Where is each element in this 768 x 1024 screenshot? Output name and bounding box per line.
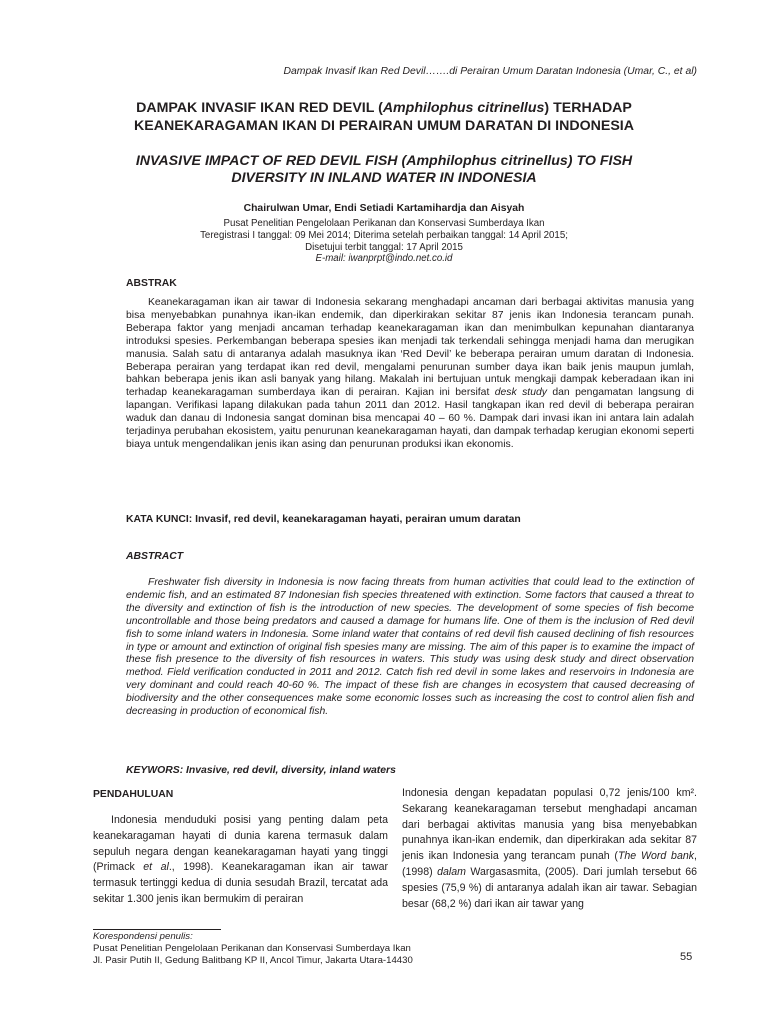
abstrak-heading: ABSTRAK [126, 278, 177, 289]
abstract-heading: ABSTRACT [126, 551, 184, 562]
abstrak-body [126, 297, 694, 452]
intro-right-b: , (1998) [402, 850, 697, 878]
page-number: 55 [680, 951, 693, 963]
footnote-rule [93, 929, 221, 930]
authors: Chairulwan Umar, Endi Setiadi Kartamihardja dan Aisyah [243, 203, 525, 214]
email: E-mail: iwanprpt@indo.net.co.id [315, 253, 453, 264]
approval-date: Disetujui terbit tanggal: 17 April 2015 [305, 242, 463, 253]
running-header: Dampak Invasif Ikan Red Devil…….di Perairan Umum Daratan Indonesia (Umar, C., et al) [283, 66, 697, 77]
intro-left-b: ., 1998). Keanekaragaman ikan air tawar termasuk tertinggi kedua di dunia sesudah Brazil, tercatat ada sekitar 1.300 jenis ikan bermukim di perairan [93, 861, 388, 905]
abstrak-body-a: Keanekaragaman ikan air tawar di Indonesia sekarang menghadapi ancaman dari berbagai aktivitas manusia yang bisa menyebabkan punahnya ikan-ikan endemik, dan diperkirakan sekitar 87 jenis ikan Indonesia terancam punah. Beberapa faktor yang menjadi ancaman terhadap keanekaragaman ikan dan menimbulkan kepunahan diantaranya introduksi spesies. Perkembangan beberapa spesies ikan menjadi tak terkendali sehingga menjadi hama dan merugikan manusia. Salah satu di antaranya adalah masuknya ikan ‘Red Devil’ ke beberapa perairan umum daratan di Indonesia. Beberapa perairan yang terdapat ikan red devil, mengalami penurunan sumber daya ikan baik jenis maupun jumlah, bahkan beberapa jenis ikan asli banyak yang hilang. Makalah ini bertujuan untuk mengkaji dampak keberadaan ikan ini terhadap keanekaragaman sumberdaya ikan di perairan. Kajian ini bersifat [126, 297, 694, 399]
title-id-part1: DAMPAK INVASIF IKAN RED DEVIL ( [136, 100, 383, 116]
intro-right-c: Wargasasmita, (2005). Dari jumlah tersebut 66 spesies (75,9 %) di antaranya adalah ikan air tawar. Sebagian besar (68,2 %) dari ikan air tawar yang [402, 865, 697, 910]
footnote-line2: Jl. Pasir Putih II, Gedung Balitbang KP II, Ancol Timur, Jakarta Utara-14430 [93, 955, 413, 966]
title-en-line2: DIVERSITY IN INLAND WATER IN INDONESIA [231, 170, 537, 186]
intro-word-bank: The Word bank [617, 850, 695, 863]
intro-dalam: dalam [437, 865, 466, 878]
title-id-part2: ) TERHADAP [544, 100, 632, 116]
intro-left-a: Indonesia menduduki posisi yang penting dalam peta keanekaragaman hayati di dunia karena termasuk dalam sepuluh negara dengan keanekaragaman hayati yang tinggi (Primack [93, 814, 388, 874]
abstract-body: Freshwater fish diversity in Indonesia is now facing threats from human activities that could lead to the extinction of endemic fish, and an estimated 87 Indonesian fish species threatened with extinction. Some factors that caused a threat to the diversity and extinction of fish is the introduction of new species. The development of some species of fish become uncontrollable and those being predators and caused a damage for humans life. One of them is the inclusion of Red devil fish to some inland waters in Indonesia. Some inland water that contains of red devil fish caused declining of fish resources in type or amount and extinction of original fish spesies many are missing. The aim of this paper is to examine the impact of these fish presence to the diversity of fish resources in waters. This study was using desk study and direct observation method. Field verification conducted in 2011 and 2012. Catch fish red devil in some lakes and reservoirs in Indonesia are very dominant and could reach 40-60 %. The impact of these fish are changes in ecosystem that caused decreasing of biodiversity and the other consequences make some economic losses such as increasing the cost to control alien fish and decreasing in production of economical fish. [126, 577, 694, 718]
abstrak-desk-study: desk study [494, 387, 547, 399]
affiliation: Pusat Penelitian Pengelolaan Perikanan dan Konservasi Sumberdaya Ikan [223, 218, 545, 229]
footnote-line1: Pusat Penelitian Pengelolaan Perikanan dan Konservasi Sumberdaya Ikan [93, 943, 411, 954]
pendahuluan-heading: PENDAHULUAN [93, 789, 174, 800]
title-id-line2: KEANEKARAGAMAN IKAN DI PERAIRAN UMUM DARATAN DI INDONESIA [134, 118, 634, 134]
title-indonesian [60, 99, 708, 135]
keywords-english: KEYWORS: Invasive, red devil, diversity, inland waters [126, 765, 396, 776]
title-en-line1: INVASIVE IMPACT OF RED DEVIL FISH (Amphilophus citrinellus) TO FISH [135, 153, 633, 169]
intro-right-column [402, 786, 697, 912]
abstrak-body-b: dan pengamatan langsung di lapangan. Verifikasi lapang dilakukan pada tahun 2011 dan 2012. Hasil tangkapan ikan red devil di beberapa perairan waduk dan danau di Indonesia sangat dominan bisa mencapai 40 – 60 %. Dampak dari invasi ikan ini antara lain adalah terjadinya perubahan ekosistem, yaitu penurunan keanekaragaman hayati, dan dampak terhadap kerugian ekonomi seperti biaya untuk mengendalikan jenis ikan asing dan penurunan produksi ikan ekonomis. [126, 387, 694, 450]
title-id-species: Amphilophus citrinellus [382, 100, 545, 116]
footnote-label: Korespondensi penulis: [93, 931, 193, 942]
intro-left-column [93, 813, 388, 908]
intro-et-al: et al [143, 861, 169, 874]
kata-kunci: KATA KUNCI: Invasif, red devil, keanekaragaman hayati, perairan umum daratan [126, 514, 521, 525]
registration-dates: Teregistrasi I tanggal: 09 Mei 2014; Diterima setelah perbaikan tanggal: 14 April 2015; [200, 230, 568, 241]
title-english [60, 153, 708, 187]
intro-right-a: Indonesia dengan kepadatan populasi 0,72 jenis/100 km². Sekarang keanekaragaman tersebut menghadapi ancaman dari berbagai aktivitas manusia yang bisa menyebabkan punahnya ikan-ikan endemik, dan diperkirakan ada sekitar 87 jenis ikan Indonesia yang terancam punah ( [402, 787, 697, 863]
